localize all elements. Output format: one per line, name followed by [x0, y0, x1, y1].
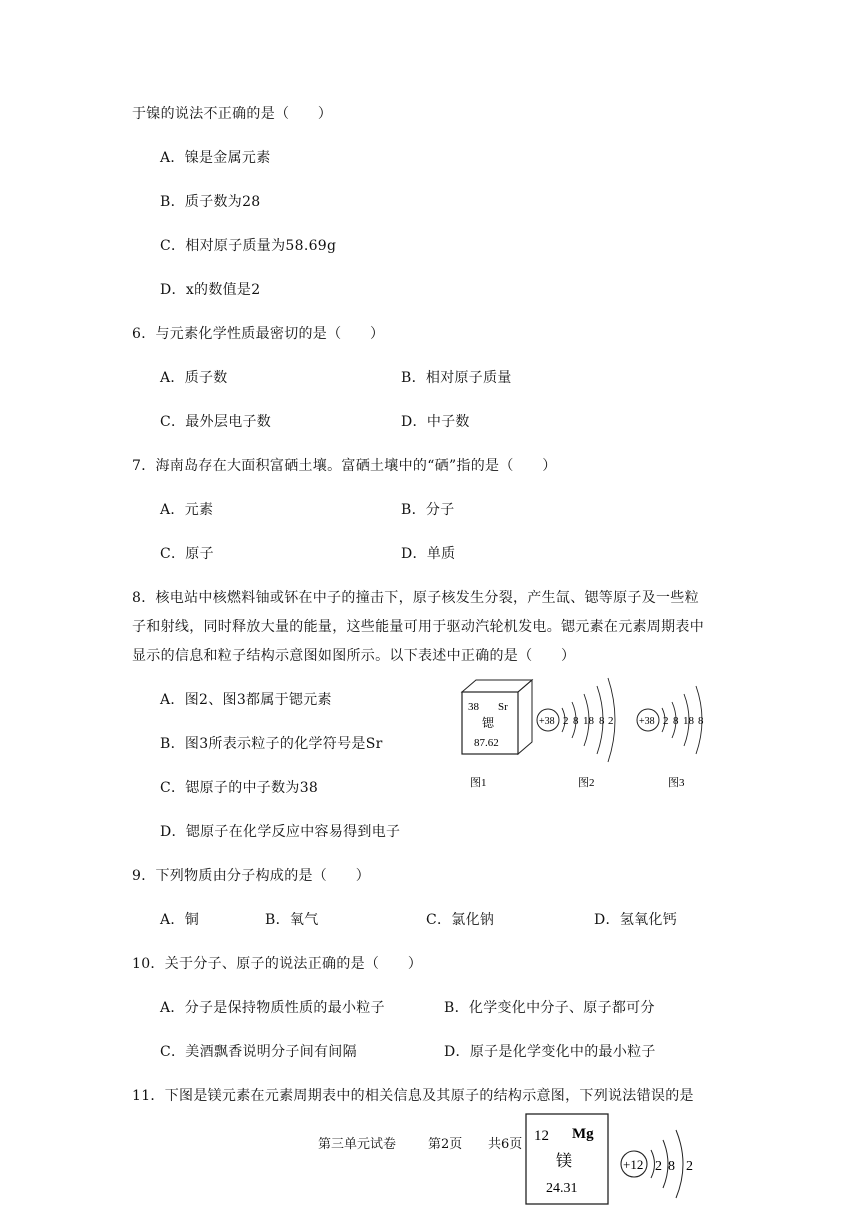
- q9-option-a: A．铜: [160, 912, 200, 928]
- fig2-shell-3: 18: [583, 715, 594, 727]
- fig2-shell-1: 2: [563, 715, 569, 727]
- q8-option-a: A．图2、图3都属于锶元素: [160, 692, 332, 708]
- q6-option-b: B．相对原子质量: [401, 370, 512, 386]
- q5-option-b: B．质子数为28: [160, 194, 261, 210]
- q10-stem: 10．关于分子、原子的说法正确的是（ ）: [132, 956, 423, 972]
- q10-option-c: C．美酒飘香说明分子间有间隔: [160, 1044, 357, 1060]
- magnesium-atomic-number: 12: [534, 1128, 549, 1144]
- strontium-ion-diagram: [637, 686, 704, 754]
- fig2-shell-4: 8: [599, 715, 605, 727]
- q8-option-d: D．锶原子在化学反应中容易得到电子: [160, 824, 401, 840]
- fig2-caption: 图2: [578, 777, 595, 789]
- strontium-name: 锶: [482, 716, 495, 730]
- fig1-caption: 图1: [470, 777, 487, 789]
- fig3-nucleus: +38: [639, 716, 655, 727]
- strontium-element-cell: [462, 680, 532, 754]
- footer-total: 共6页: [488, 1137, 523, 1152]
- q6-stem: 6．与元素化学性质最密切的是（ ）: [132, 326, 385, 342]
- magnesium-symbol: Mg: [572, 1126, 594, 1142]
- fig2-nucleus: +38: [539, 716, 555, 727]
- q9-option-c: C．氯化钠: [426, 912, 495, 928]
- q10-option-d: D．原子是化学变化中的最小粒子: [444, 1044, 656, 1060]
- strontium-symbol: Sr: [498, 701, 508, 713]
- q9-option-b: B．氧气: [265, 912, 319, 928]
- q5-option-c: C．相对原子质量为58.69g: [160, 238, 337, 254]
- q9-stem: 9．下列物质由分子构成的是（ ）: [132, 868, 371, 884]
- q11-stem: 11．下图是镁元素在元素周期表中的相关信息及其原子的结构示意图，下列说法错误的是: [132, 1088, 694, 1104]
- fig3-shell-3: 18: [683, 715, 694, 727]
- fig3-shell-2: 8: [673, 715, 679, 727]
- magnesium-atomic-mass: 24.31: [546, 1181, 578, 1196]
- q7-option-b: B．分子: [401, 502, 455, 518]
- q5-option-a: A．镍是金属元素: [160, 150, 271, 166]
- q10-option-b: B．化学变化中分子、原子都可分: [444, 1000, 655, 1016]
- magnesium-element-cell: [526, 1114, 608, 1204]
- fig3-caption: 图3: [668, 777, 685, 789]
- footer-page: 第2页: [428, 1137, 463, 1152]
- magnesium-nucleus: +12: [623, 1157, 644, 1172]
- magnesium-atom-diagram: [621, 1130, 693, 1198]
- fig2-shell-5: 2: [608, 715, 614, 727]
- strontium-atom-diagram: [537, 678, 615, 762]
- strontium-atomic-number: 38: [468, 701, 479, 713]
- q10-option-a: A．分子是保持物质性质的最小粒子: [160, 1000, 385, 1016]
- q8-stem-line-1: 8．核电站中核燃料铀或钚在中子的撞击下，原子核发生分裂，产生氙、锶等原子及一些粒: [132, 590, 699, 606]
- q7-option-d: D．单质: [401, 546, 456, 562]
- q8-figure: [450, 668, 710, 798]
- q7-stem: 7．海南岛存在大面积富硒土壤。富硒土壤中的“硒”指的是（ ）: [132, 458, 557, 474]
- q8-option-c: C．锶原子的中子数为38: [160, 780, 319, 796]
- magnesium-name: 镁: [556, 1153, 573, 1170]
- fig3-shell-4: 8: [698, 715, 704, 727]
- fig2-shell-2: 8: [573, 715, 579, 727]
- q8-stem-line-3: 显示的信息和粒子结构示意图如图所示。以下表述中正确的是（ ）: [132, 648, 576, 664]
- q5-stem-tail: 于镍的说法不正确的是（ ）: [132, 106, 333, 122]
- q7-option-c: C．原子: [160, 546, 214, 562]
- magnesium-shell-2: 8: [668, 1159, 675, 1174]
- footer-unit: 第三单元试卷: [318, 1137, 397, 1152]
- magnesium-shell-3: 2: [686, 1159, 693, 1174]
- q11-figure: [524, 1112, 704, 1208]
- q5-option-d: D．x的数值是2: [160, 282, 261, 298]
- strontium-atomic-mass: 87.62: [474, 737, 499, 749]
- q9-option-d: D．氢氧化钙: [594, 912, 678, 928]
- fig3-shell-1: 2: [663, 715, 669, 727]
- magnesium-shell-1: 2: [655, 1159, 662, 1174]
- q6-option-d: D．中子数: [401, 414, 470, 430]
- q6-option-c: C．最外层电子数: [160, 414, 272, 430]
- q8-stem-line-2: 子和射线，同时释放大量的能量，这些能量可用于驱动汽轮机发电。锶元素在元素周期表中: [132, 619, 704, 635]
- q8-option-b: B．图3所表示粒子的化学符号是Sr: [160, 736, 383, 752]
- q7-option-a: A．元素: [160, 502, 214, 518]
- q6-option-a: A．质子数: [160, 370, 228, 386]
